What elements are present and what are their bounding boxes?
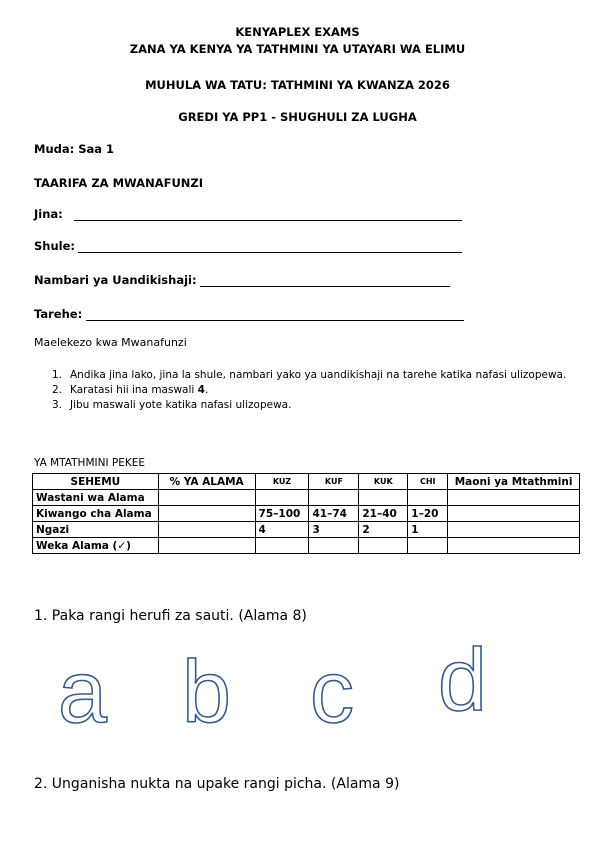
table-header-cell: SEHEMU	[33, 474, 159, 490]
table-cell: 1–20	[408, 506, 448, 522]
question-count: 4	[197, 384, 205, 396]
row-label: Kiwango cha Alama	[33, 506, 159, 522]
question-1: 1. Paka rangi herufi za sauti. (Alama 8)	[34, 608, 307, 624]
row-label: Wastani wa Alama	[33, 490, 159, 506]
assessor-table	[32, 473, 580, 554]
instructions-list	[52, 368, 572, 413]
instruction-item	[52, 368, 572, 383]
table-cell: 3	[309, 522, 359, 538]
instruction-text-part: .	[204, 384, 209, 396]
table-header-cell: KUF	[309, 474, 359, 490]
header-line-3: MUHULA WA TATU: TATHMINI YA KWANZA 2026	[145, 78, 450, 92]
date-label: Tarehe:	[34, 307, 83, 321]
row-label: Weka Alama (✓)	[33, 538, 159, 554]
outline-letter-d[interactable]: d	[438, 638, 487, 728]
table-cell[interactable]	[158, 506, 255, 522]
outline-letter-b[interactable]: b	[182, 642, 231, 728]
date-line[interactable]	[86, 320, 464, 321]
table-cell[interactable]	[448, 506, 580, 522]
table-cell[interactable]	[158, 490, 255, 506]
row-label: Ngazi	[33, 522, 159, 538]
instruction-text-part: Karatasi hii ina maswali	[70, 384, 198, 396]
table-cell: 2	[359, 522, 408, 538]
school-label: Shule:	[34, 239, 75, 253]
instructions-title: Maelekezo kwa Mwanafunzi	[34, 336, 187, 349]
instruction-text: Jibu maswali yote katika nafasi ulizopewa.	[70, 399, 292, 411]
table-cell[interactable]	[359, 538, 408, 554]
table-cell[interactable]	[448, 490, 580, 506]
table-cell[interactable]	[158, 538, 255, 554]
registration-label: Nambari ya Uandikishaji:	[34, 273, 197, 287]
table-cell[interactable]	[309, 490, 359, 506]
instruction-item	[52, 398, 572, 413]
instruction-text	[70, 383, 208, 398]
table-header-row	[33, 474, 580, 490]
table-cell[interactable]	[448, 522, 580, 538]
school-line[interactable]	[78, 252, 462, 253]
duration-label: Muda: Saa 1	[34, 142, 115, 156]
table-cell[interactable]	[408, 538, 448, 554]
student-info-title: TAARIFA ZA MWANAFUNZI	[34, 176, 204, 190]
registration-line[interactable]	[200, 286, 450, 287]
table-row	[33, 506, 580, 522]
table-cell[interactable]	[255, 490, 309, 506]
table-cell[interactable]	[158, 522, 255, 538]
name-label: Jina:	[34, 207, 63, 221]
outline-letter-a[interactable]: a	[58, 642, 107, 728]
instruction-item	[52, 383, 572, 398]
instruction-number: 3.	[52, 399, 63, 411]
table-cell: 75–100	[255, 506, 309, 522]
table-cell[interactable]	[309, 538, 359, 554]
table-cell[interactable]	[255, 538, 309, 554]
instruction-text: Andika jina lako, jina la shule, nambari yako ya uandikishaji na tarehe katika nafasi ulizopewa.	[70, 369, 567, 381]
table-cell: 21–40	[359, 506, 408, 522]
header-line-4: GREDI YA PP1 - SHUGHULI ZA LUGHA	[178, 110, 417, 124]
outline-letter-c[interactable]: c	[310, 642, 354, 728]
table-row	[33, 522, 580, 538]
table-cell[interactable]	[408, 490, 448, 506]
table-cell[interactable]	[359, 490, 408, 506]
table-cell: 4	[255, 522, 309, 538]
assessor-caption: YA MTATHMINI PEKEE	[34, 457, 146, 469]
instruction-number: 2.	[52, 384, 63, 396]
instruction-number: 1.	[52, 369, 63, 381]
table-header-cell: KUK	[359, 474, 408, 490]
table-header-cell: Maoni ya Mtathmini	[448, 474, 580, 490]
header-line-2: ZANA YA KENYA YA TATHMINI YA UTAYARI WA ELIMU	[129, 42, 466, 56]
table-cell[interactable]	[448, 538, 580, 554]
table-header-cell: KUZ	[255, 474, 309, 490]
name-line[interactable]	[74, 220, 462, 221]
table-row	[33, 490, 580, 506]
table-cell: 1	[408, 522, 448, 538]
table-cell: 41–74	[309, 506, 359, 522]
table-header-cell: CHI	[408, 474, 448, 490]
table-header-cell: % YA ALAMA	[158, 474, 255, 490]
vowel-letters	[40, 638, 560, 728]
header-line-1: KENYAPLEX EXAMS	[235, 25, 360, 39]
question-2: 2. Unganisha nukta na upake rangi picha. (Alama 9)	[34, 776, 400, 792]
table-row	[33, 538, 580, 554]
